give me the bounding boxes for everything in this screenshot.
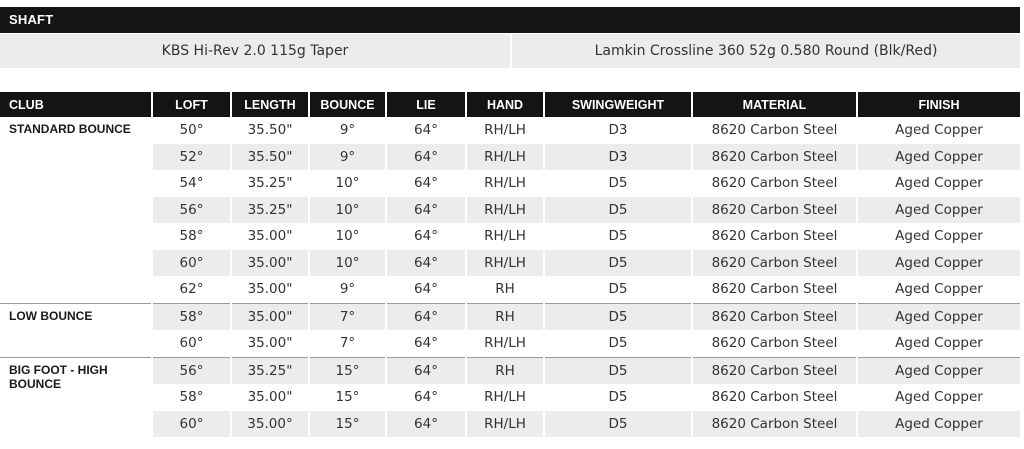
bounce-cell: 9°	[309, 117, 386, 144]
bounce-cell: 10°	[309, 223, 386, 250]
column-header-hand: HAND	[466, 92, 544, 117]
column-header-loft: LOFT	[152, 92, 231, 117]
swingweight-cell: D5	[544, 170, 692, 197]
table-row	[0, 330, 1020, 357]
bounce-cell: 15°	[309, 411, 386, 438]
loft-cell: 58°	[152, 223, 231, 250]
loft-cell: 58°	[152, 384, 231, 411]
table-row	[0, 144, 1020, 171]
swingweight-cell: D5	[544, 276, 692, 303]
loft-cell: 60°	[152, 411, 231, 438]
finish-cell: Aged Copper	[895, 122, 983, 139]
hand-cell: RH/LH	[466, 197, 544, 224]
shaft-spec-row	[0, 34, 1020, 68]
hand-cell: RH	[466, 276, 544, 303]
column-header-material: MATERIAL	[692, 92, 857, 117]
swingweight-cell: D5	[544, 330, 692, 357]
table-row	[0, 250, 1020, 277]
table-row	[0, 303, 1020, 330]
loft-cell: 60°	[152, 330, 231, 357]
shaft-section-header: SHAFT	[0, 7, 1020, 33]
hand-cell: RH/LH	[466, 223, 544, 250]
material-cell: 8620 Carbon Steel	[692, 276, 857, 303]
bounce-cell: 10°	[309, 170, 386, 197]
swingweight-cell: D5	[544, 250, 692, 277]
length-cell: 35.00"	[231, 223, 309, 250]
material-cell: 8620 Carbon Steel	[692, 117, 857, 144]
shaft-name: KBS Hi-Rev 2.0 115g Taper	[0, 34, 512, 68]
material-cell: 8620 Carbon Steel	[692, 223, 857, 250]
finish-cell: Aged Copper	[895, 281, 983, 298]
length-cell: 35.00"	[231, 303, 309, 330]
hand-cell: RH/LH	[466, 117, 544, 144]
bounce-cell: 9°	[309, 276, 386, 303]
swingweight-cell: D5	[544, 223, 692, 250]
lie-cell: 64°	[386, 170, 466, 197]
hand-cell: RH/LH	[466, 411, 544, 438]
material-cell: 8620 Carbon Steel	[692, 303, 857, 330]
lie-cell: 64°	[386, 357, 466, 384]
finish-cell: Aged Copper	[857, 197, 1020, 224]
grip-name: Lamkin Crossline 360 52g 0.580 Round (Blk/Red)	[594, 43, 938, 59]
column-header-club: CLUB	[0, 92, 152, 117]
finish-cell: Aged Copper	[895, 175, 983, 192]
club-group-low-bounce: LOW BOUNCE	[0, 303, 152, 357]
bounce-cell: 10°	[309, 250, 386, 277]
bounce-cell: 10°	[309, 197, 386, 224]
swingweight-cell: D5	[544, 384, 692, 411]
finish-cell: Aged Copper	[857, 357, 1020, 384]
swingweight-cell: D5	[544, 411, 692, 438]
finish-cell: Aged Copper	[857, 411, 1020, 438]
loft-cell: 54°	[152, 170, 231, 197]
length-cell: 35.25"	[231, 197, 309, 224]
loft-cell: 56°	[152, 197, 231, 224]
swingweight-cell: D5	[544, 303, 692, 330]
loft-cell: 50°	[152, 117, 231, 144]
column-header-length: LENGTH	[231, 92, 309, 117]
bounce-cell: 15°	[309, 357, 386, 384]
finish-cell: Aged Copper	[857, 144, 1020, 171]
hand-cell: RH/LH	[466, 170, 544, 197]
length-cell: 35.00"	[231, 250, 309, 277]
bounce-cell: 9°	[309, 144, 386, 171]
bounce-cell: 15°	[309, 384, 386, 411]
length-cell: 35.00"	[231, 276, 309, 303]
finish-cell: Aged Copper	[895, 228, 983, 245]
material-cell: 8620 Carbon Steel	[692, 330, 857, 357]
material-cell: 8620 Carbon Steel	[692, 170, 857, 197]
lie-cell: 64°	[386, 117, 466, 144]
table-row	[0, 197, 1020, 224]
loft-cell: 52°	[152, 144, 231, 171]
column-header-finish: FINISH	[857, 92, 1020, 117]
hand-cell: RH	[466, 357, 544, 384]
length-cell: 35.25"	[231, 170, 309, 197]
material-cell: 8620 Carbon Steel	[692, 197, 857, 224]
lie-cell: 64°	[386, 411, 466, 438]
column-header-swingweight: SWINGWEIGHT	[544, 92, 692, 117]
table-row	[0, 411, 1020, 438]
lie-cell: 64°	[386, 330, 466, 357]
bounce-cell: 7°	[309, 330, 386, 357]
swingweight-cell: D5	[544, 357, 692, 384]
hand-cell: RH/LH	[466, 144, 544, 171]
swingweight-cell: D3	[544, 117, 692, 144]
lie-cell: 64°	[386, 250, 466, 277]
length-cell: 35.50"	[231, 117, 309, 144]
length-cell: 35.50"	[231, 144, 309, 171]
loft-cell: 62°	[152, 276, 231, 303]
lie-cell: 64°	[386, 197, 466, 224]
hand-cell: RH	[466, 303, 544, 330]
loft-cell: 58°	[152, 303, 231, 330]
hand-cell: RH/LH	[466, 250, 544, 277]
club-group-standard-bounce: STANDARD BOUNCE	[0, 117, 152, 303]
table-row	[0, 170, 1020, 197]
material-cell: 8620 Carbon Steel	[692, 144, 857, 171]
material-cell: 8620 Carbon Steel	[692, 384, 857, 411]
table-row	[0, 223, 1020, 250]
finish-cell: Aged Copper	[857, 303, 1020, 330]
loft-cell: 56°	[152, 357, 231, 384]
material-cell: 8620 Carbon Steel	[692, 250, 857, 277]
club-group-big-foot-high-bounce: BIG FOOT - HIGH BOUNCE	[0, 357, 152, 437]
hand-cell: RH/LH	[466, 384, 544, 411]
table-row	[0, 384, 1020, 411]
lie-cell: 64°	[386, 144, 466, 171]
loft-cell: 60°	[152, 250, 231, 277]
lie-cell: 64°	[386, 276, 466, 303]
lie-cell: 64°	[386, 384, 466, 411]
table-row	[0, 276, 1020, 303]
finish-cell: Aged Copper	[857, 250, 1020, 277]
column-header-lie: LIE	[386, 92, 466, 117]
length-cell: 35.00"	[231, 330, 309, 357]
material-cell: 8620 Carbon Steel	[692, 411, 857, 438]
table-row	[0, 117, 1020, 144]
wedge-spec-table	[0, 92, 1020, 437]
table-header-row	[0, 92, 1020, 117]
lie-cell: 64°	[386, 303, 466, 330]
length-cell: 35.25"	[231, 357, 309, 384]
length-cell: 35.00"	[231, 384, 309, 411]
bounce-cell: 7°	[309, 303, 386, 330]
table-row	[0, 357, 1020, 384]
material-cell: 8620 Carbon Steel	[692, 357, 857, 384]
swingweight-cell: D5	[544, 197, 692, 224]
length-cell: 35.00°	[231, 411, 309, 438]
column-header-bounce: BOUNCE	[309, 92, 386, 117]
lie-cell: 64°	[386, 223, 466, 250]
swingweight-cell: D3	[544, 144, 692, 171]
hand-cell: RH/LH	[466, 330, 544, 357]
finish-cell: Aged Copper	[895, 335, 983, 352]
finish-cell: Aged Copper	[895, 389, 983, 406]
